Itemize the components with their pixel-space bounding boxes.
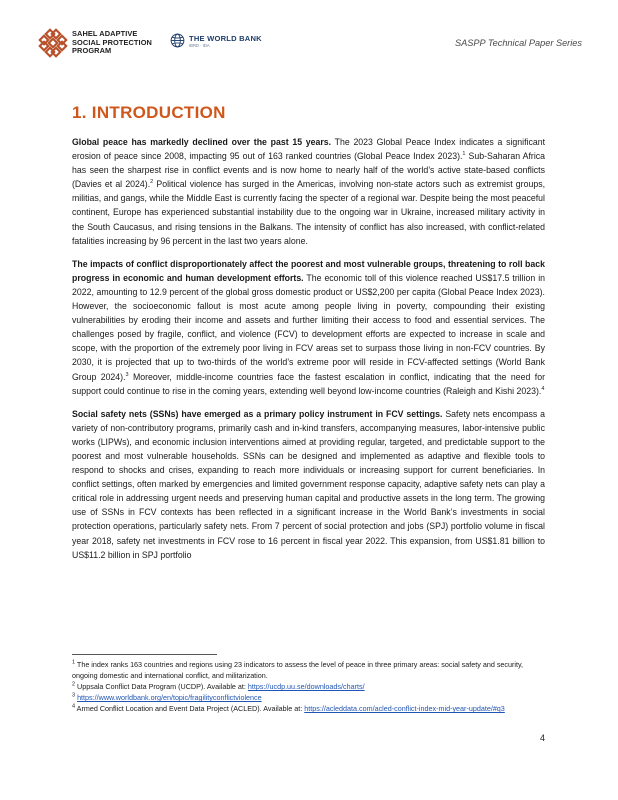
footnote-text: Armed Conflict Location and Event Data Project (ACLED). Available at: — [75, 704, 305, 713]
series-title: SASPP Technical Paper Series — [455, 38, 582, 48]
paragraph-text: The 2023 Global Peace Index indicates a significant erosion of peace since 2008, impacting 95 out of 163 ranked countries (Global Peace Index 2023). — [72, 137, 546, 162]
footnote-link[interactable]: https://acleddata.com/acled-conflict-index-mid-year-update/#q3 — [304, 704, 505, 713]
footnote-link[interactable]: https://www.worldbank.org/en/topic/fragilityconflictviolence — [77, 693, 262, 702]
sasp-logo-line: PROGRAM — [72, 46, 112, 56]
sasp-logo-line: SAHEL ADAPTIVE — [72, 29, 138, 39]
paragraph-lead: Social safety nets (SSNs) have emerged as a primary policy instrument in FCV settings. — [72, 408, 443, 419]
body-text — [72, 135, 545, 571]
footnote-ref: 1 — [462, 151, 466, 158]
footnote-number: 4 — [72, 703, 76, 710]
paragraph-text: Moreover, middle-income countries face the fastest escalation in conflict, indicating that the need for support could continue to rise in the coming years, extending well beyond low-income countries (Raleigh and Kishi 2023). — [72, 371, 545, 396]
footnote — [72, 703, 545, 714]
footnote-number: 3 — [72, 692, 76, 699]
sasp-logo-line: SOCIAL PROTECTION — [72, 37, 152, 47]
paragraph — [72, 135, 545, 248]
footnote-link[interactable]: https://ucdp.uu.se/downloads/charts/ — [247, 682, 365, 691]
sasp-logo — [38, 28, 152, 58]
footnote-number: 2 — [72, 681, 76, 688]
footnote-ref: 3 — [125, 371, 129, 378]
paragraph-text: Political violence has surged in the Americas, involving non-state actors such as extremist groups, militias, and gangs, while the Middle East is currently facing the specter of a regional war. Despite being the most peaceful continent, Europe has experienced substantial instability due to the ongoing war in Ukraine, increased military activity in the South Caucasus, and rising tensions in the Balkans. The intensity of conflict has also increased, with conflict-related fatalities increasing by 96 percent in the last two years alone. — [72, 179, 545, 246]
paragraph-text: Safety nets encompass a variety of non-contributory programs, primarily cash and in-kind transfers, accompanying measures, labor-intensive public works (LIPWs), and economic inclusion interventions aimed at providing regular, targeted, and predictable support to the poorest and most vulnerable households. SSNs can be designed and implemented as adaptive and flexible tools to respond to shocks and crises, expanding to reach more individuals or increasing support for current beneficiaries. In conflict settings, often marked by emergencies and limited government response capacity, adaptive safety nets can play a critical role in addressing urgent needs and preserving human capital and productive assets in the long term. The growing use of SSNs in FCV contexts has been reflected in a significant increase in the World Bank’s investments in social protection operations, particularly safety nets. From 7 percent of social protection and jobs (SPJ) portfolio volume in fiscal year 2018, safety net investments in FCV rose to 16 percent in fiscal year 2022. This expansion, from US$1.81 billion to US$11.2 billion in SPJ portfolio — [72, 408, 545, 560]
page-number: 4 — [540, 733, 546, 743]
footnotes — [72, 659, 545, 714]
footnote-ref: 2 — [150, 179, 154, 186]
footnote — [72, 692, 545, 703]
world-bank-name: THE WORLD BANK — [189, 33, 262, 43]
sasp-logo-text — [72, 30, 152, 55]
footnote-text: The index ranks 163 countries and regions using 23 indicators to assess the level of peace in three primary areas: social safety and security, ongoing domestic and international conflict, and militarization. — [72, 660, 524, 680]
world-bank-subtitle: IBRD · IDA — [189, 42, 210, 48]
footnote — [72, 681, 545, 692]
page-header — [38, 28, 582, 64]
paragraph-text: Sub-Saharan Africa has seen the sharpest rise in conflict events and is now home to nearly half of the world’s active state-based conflicts (Davies et al 2024). — [72, 151, 546, 190]
footnote-text: Uppsala Conflict Data Program (UCDP). Available at: — [75, 682, 248, 691]
footnote-ref: 4 — [541, 385, 545, 392]
globe-icon — [170, 33, 185, 48]
world-bank-logo — [170, 33, 262, 48]
footnote — [72, 659, 545, 681]
footnote-divider — [72, 654, 217, 655]
paragraph-lead: The impacts of conflict disproportionately affect the poorest and most vulnerable groups, threatening to roll back progress in economic and human development efforts. — [72, 258, 545, 283]
paragraph — [72, 407, 545, 562]
paragraph — [72, 257, 545, 398]
paragraph-text: The economic toll of this violence reached US$17.5 trillion in 2022, amounting to 12.9 percent of the global gross domestic product or US$2,200 per capita (Global Peace Index 2023). However, the socioeconomic fallout is most acute among people living in poverty, compounding their existing vulnerabilities by eroding their income and assets and further limiting their access to food and essential services. The challenges posed by fragile, conflict, and violence (FCV) to development efforts are expected to increase in scale and scope, with the proportion of the extremely poor living in FCV areas set to surpass those living in non-FCV countries. By 2030, it is projected that up to two-thirds of the world’s extreme poor will reside in FCV-affected settings (World Bank Group 2024). — [72, 272, 546, 382]
section-title: 1. INTRODUCTION — [72, 103, 226, 122]
footnote-number: 1 — [72, 659, 76, 666]
sasp-knot-icon — [38, 28, 68, 58]
paragraph-lead: Global peace has markedly declined over the past 15 years. — [72, 137, 332, 147]
